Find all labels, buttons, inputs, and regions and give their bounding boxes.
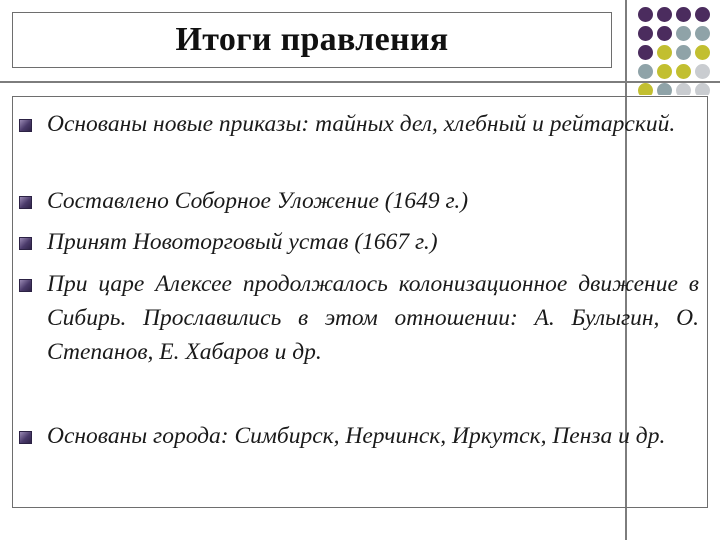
decor-dot bbox=[676, 64, 691, 79]
list-item-text: Принят Новоторговый устав (1667 г.) bbox=[47, 229, 438, 255]
list-item-text: Составлено Соборное Уложение (1649 г.) bbox=[47, 188, 469, 214]
decor-dot bbox=[657, 45, 672, 60]
decor-dot bbox=[638, 26, 653, 41]
decor-dot bbox=[676, 26, 691, 41]
list-item-text: При царе Алексее продолжалось колонизационное движение в Сибирь. Прославились в этом отношении: А. Булыгин, О. Степанов, Е. Хабаров и др. bbox=[47, 271, 699, 365]
decor-dot bbox=[695, 26, 710, 41]
title-box bbox=[12, 12, 612, 68]
square-bullet-icon bbox=[19, 237, 32, 250]
decor-dot bbox=[695, 45, 710, 60]
decor-dot bbox=[695, 83, 710, 95]
decor-dot bbox=[676, 45, 691, 60]
decor-dot bbox=[638, 64, 653, 79]
decor-dot bbox=[657, 83, 672, 95]
horizontal-divider bbox=[0, 81, 720, 83]
square-bullet-icon bbox=[19, 119, 32, 132]
list-item-text: Основаны города: Симбирск, Нерчинск, Иркутск, Пенза и др. bbox=[47, 423, 666, 449]
decor-dot bbox=[695, 64, 710, 79]
square-bullet-icon bbox=[19, 196, 32, 209]
decor-dot bbox=[638, 45, 653, 60]
content-box bbox=[12, 96, 708, 508]
decor-dot bbox=[638, 83, 653, 95]
decorative-dot-grid bbox=[636, 5, 720, 95]
decor-dot bbox=[657, 7, 672, 22]
square-bullet-icon bbox=[19, 279, 32, 292]
decor-dot bbox=[638, 7, 653, 22]
decor-dot bbox=[657, 64, 672, 79]
decor-dot bbox=[695, 7, 710, 22]
decor-dot bbox=[657, 26, 672, 41]
square-bullet-icon bbox=[19, 431, 32, 444]
list-item-text: Основаны новые приказы: тайных дел, хлебный и рейтарский. bbox=[47, 111, 676, 137]
decor-dot bbox=[676, 7, 691, 22]
decor-dot bbox=[676, 83, 691, 95]
page-title: Итоги правления bbox=[175, 21, 449, 58]
